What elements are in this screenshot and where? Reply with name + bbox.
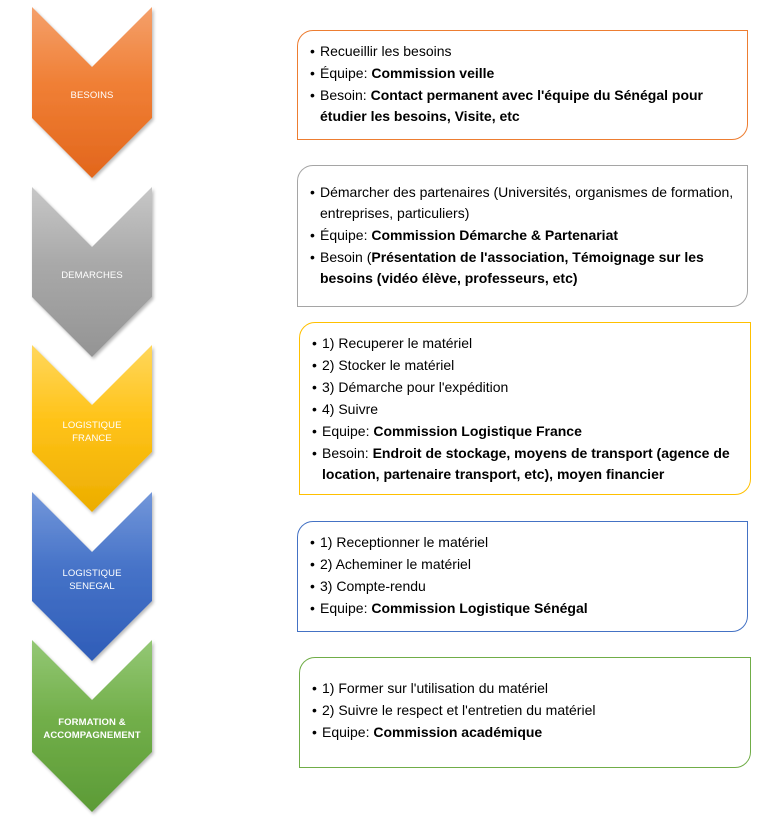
item-value: Commission académique	[373, 724, 543, 740]
list-item: • 1) Former sur l'utilisation du matériel	[312, 678, 740, 699]
bullet-list	[310, 532, 737, 619]
item-value: Endroit de stockage, moyens de transport (agence de location, partenaire transport, etc), moyen financier	[322, 445, 730, 482]
step-box-besoins	[297, 30, 748, 140]
bullet-list	[310, 182, 737, 289]
item-value: Commission Logistique France	[373, 423, 582, 439]
list-item	[310, 247, 737, 289]
chevron-label-line: ACCOMPAGNEMENT	[43, 730, 141, 741]
list-item: • Recueillir les besoins	[310, 41, 737, 62]
list-item	[310, 85, 737, 127]
item-label: Équipe:	[320, 227, 372, 243]
chevron-label-line: LOGISTIQUE	[62, 567, 122, 579]
chevron-label-line: DEMARCHES	[61, 269, 123, 281]
bullet-list	[310, 41, 737, 127]
chevron-label-line: BESOINS	[70, 90, 114, 101]
list-item: • 2) Acheminer le matériel	[310, 554, 737, 575]
list-item: • 4) Suivre	[312, 399, 740, 420]
item-value: Présentation de l'association, Témoignage sur les besoins (vidéo élève, professeurs, etc)	[320, 249, 704, 286]
chevron-label-line: FORMATION &	[58, 717, 126, 728]
list-item: • 2) Stocker le matériel	[312, 355, 740, 376]
item-value: Commission Logistique Sénégal	[371, 600, 588, 616]
chevron-label-line: FRANCE	[72, 432, 112, 444]
item-label: Besoin (	[320, 249, 372, 265]
list-item: • 2) Suivre le respect et l'entretien du matériel	[312, 700, 740, 721]
chevron-label-besoins	[28, 89, 156, 102]
step-box-logistique-france	[299, 322, 751, 495]
item-label: Besoin:	[320, 87, 371, 103]
item-label: Équipe:	[320, 65, 372, 81]
list-item: • 3) Démarche pour l'expédition	[312, 377, 740, 398]
list-item: • 3) Compte-rendu	[310, 576, 737, 597]
list-item	[310, 225, 737, 246]
chevron-label-formation-accompagnement	[28, 716, 156, 742]
step-box-logistique-senegal	[297, 521, 748, 632]
item-label: Equipe:	[322, 724, 374, 740]
list-item: • Démarcher des partenaires (Universités, organismes de formation, entreprises, particuliers)	[310, 182, 737, 224]
step-box-demarches	[297, 165, 748, 307]
list-item	[312, 722, 740, 743]
chevron-label-logistique-senegal	[28, 567, 156, 593]
list-item: • 1) Receptionner le matériel	[310, 532, 737, 553]
item-value: Commission Démarche & Partenariat	[371, 227, 619, 243]
bullet-list	[312, 333, 740, 485]
step-box-formation-accompagnement	[299, 657, 751, 768]
item-label: Equipe:	[320, 600, 372, 616]
chevron-label-logistique-france	[28, 419, 156, 445]
list-item	[312, 421, 740, 442]
chevron-label-line: SENEGAL	[69, 580, 115, 592]
item-label: Besoin:	[322, 445, 373, 461]
bullet-list	[312, 678, 740, 743]
chevron-label-demarches	[28, 269, 156, 282]
list-item	[312, 443, 740, 485]
list-item	[310, 63, 737, 84]
item-value: Contact permanent avec l'équipe du Sénégal pour étudier les besoins, Visite, etc	[320, 87, 703, 124]
chevron-label-line: LOGISTIQUE	[62, 419, 122, 431]
item-value: Commission veille	[371, 65, 495, 81]
item-label: Equipe:	[322, 423, 374, 439]
list-item: • 1) Recuperer le matériel	[312, 333, 740, 354]
list-item	[310, 598, 737, 619]
